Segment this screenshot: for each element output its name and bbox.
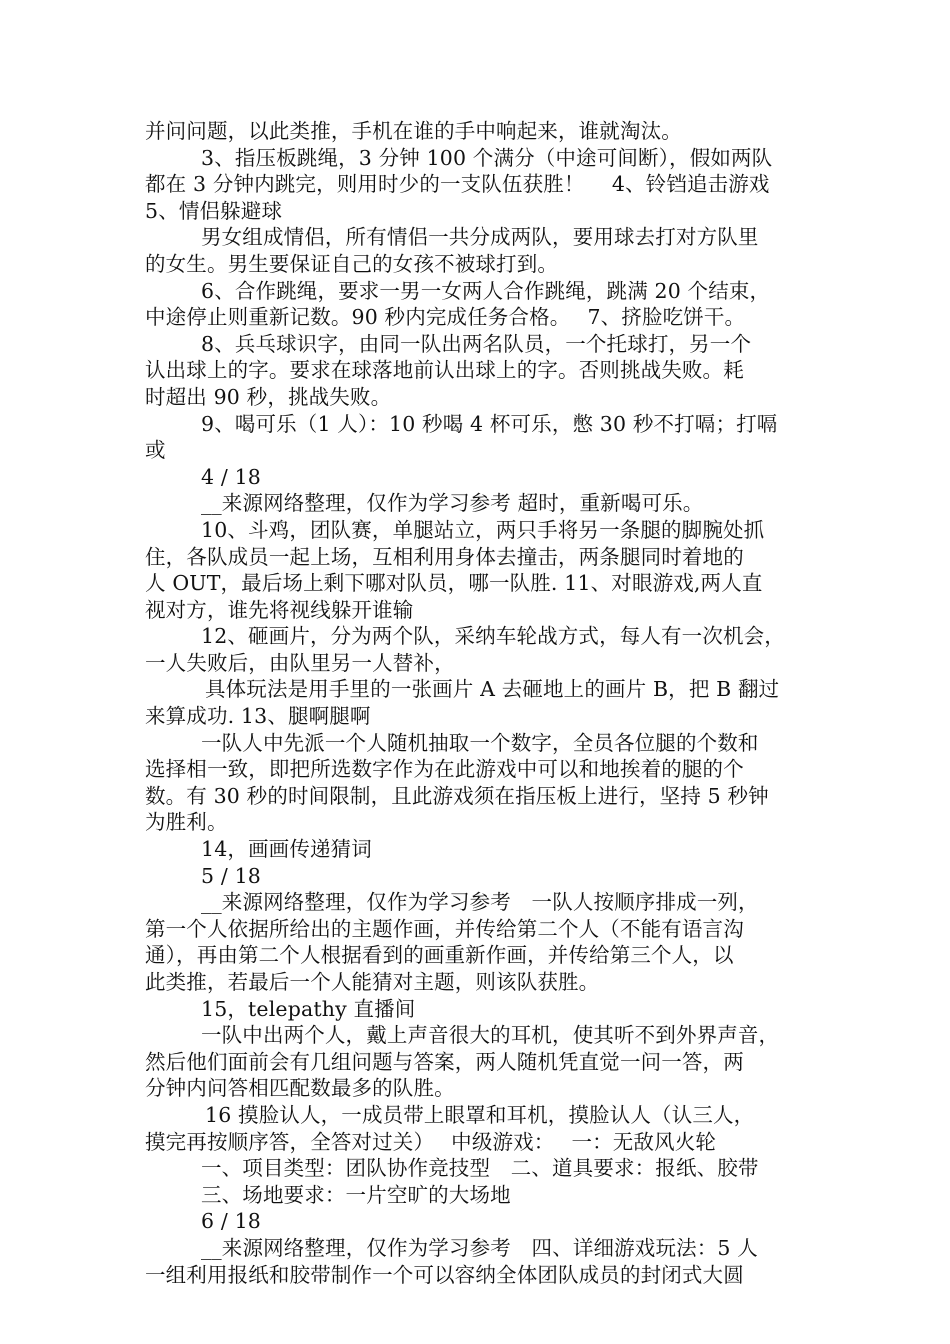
text-line: 然后他们面前会有几组问题与答案，两人随机凭直觉一问一答，两 xyxy=(145,1049,744,1074)
text-line: 选择相一致，即把所选数字作为在此游戏中可以和地挨着的腿的个 xyxy=(145,757,744,782)
text-line: 8、兵乓球识字，由同一队出两名队员，一个托球打，另一个 xyxy=(201,331,752,356)
text-line: 为胜利。 xyxy=(145,810,228,835)
page-number: 5 / 18 xyxy=(201,863,261,888)
text-line: 的女生。男生要保证自己的女孩不被球打到。 xyxy=(145,251,558,276)
text-line: 数。有 30 秒的时间限制，且此游戏须在指压板上进行，坚持 5 秒钟 xyxy=(145,783,769,808)
text-line: 都在 3 分钟内跳完，则用时少的一支队伍获胜！ 4、铃铛追击游戏 xyxy=(145,172,770,197)
text-line: 通），再由第二个人根据看到的画重新作画，并传给第三个人，以 xyxy=(145,943,734,968)
text-line: 一队中出两个人，戴上声音很大的耳机，使其听不到外界声音， xyxy=(201,1023,780,1048)
text-line: 视对方，谁先将视线躲开谁输 xyxy=(145,597,414,622)
text-line: 来算成功. 13、腿啊腿啊 xyxy=(145,704,371,729)
text-line: 15，telepathy 直播间 xyxy=(201,996,416,1021)
text-line: 三、场地要求：一片空旷的大场地 xyxy=(201,1182,511,1207)
text-line: __来源网络整理，仅作为学习参考 四、详细游戏玩法：5 人 xyxy=(201,1235,758,1260)
text-line: 14，画画传递猜词 xyxy=(201,837,372,862)
text-line: 此类推，若最后一个人能猜对主题，则该队获胜。 xyxy=(145,970,600,994)
text-line: 时超出 90 秒，挑战失败。 xyxy=(145,384,392,409)
text-line: 具体玩法是用手里的一张画片 A 去砸地上的画片 B，把 B 翻过 xyxy=(205,677,780,702)
text-line: __来源网络整理，仅作为学习参考 一队人按顺序排成一列， xyxy=(201,890,759,915)
text-line: 12、砸画片，分为两个队，采纳车轮战方式，每人有一次机会， xyxy=(201,624,785,649)
text-line: 一人失败后，由队里另一人替补， xyxy=(145,650,455,675)
page-number: 4 / 18 xyxy=(201,464,261,489)
text-line: 3、指压板跳绳，3 分钟 100 个满分（中途可间断），假如两队 xyxy=(201,145,773,170)
text-line: 16 摸脸认人，一成员带上眼罩和耳机，摸脸认人（认三人， xyxy=(205,1102,755,1127)
text-line: __来源网络整理，仅作为学习参考 超时，重新喝可乐。 xyxy=(201,491,704,516)
text-line: 住，各队成员一起上场，互相利用身体去撞击，两条腿同时着地的 xyxy=(145,544,744,569)
text-line: 一队人中先派一个人随机抽取一个数字，全员各位腿的个数和 xyxy=(201,730,759,755)
text-line: 第一个人依据所给出的主题作画，并传给第二个人（不能有语言沟 xyxy=(145,916,744,941)
text-line: 中途停止则重新记数。90 秒内完成任务合格。 7、挤脸吃饼干。 xyxy=(145,305,746,330)
text-line: 10、斗鸡，团队赛，单腿站立，两只手将另一条腿的脚腕处抓 xyxy=(201,517,765,542)
text-line: 一、项目类型：团队协作竞技型 二、道具要求：报纸、胶带 xyxy=(201,1156,759,1181)
text-line: 6、合作跳绳，要求一男一女两人合作跳绳，跳满 20 个结束， xyxy=(201,278,771,303)
text-line: 人 OUT，最后场上剩下哪对队员，哪一队胜. 11、对眼游戏,两人直 xyxy=(145,571,763,596)
text-line: 分钟内问答相匹配数最多的队胜。 xyxy=(145,1076,455,1101)
text-line: 5、情侣躲避球 xyxy=(145,198,283,223)
text-line: 认出球上的字。要求在球落地前认出球上的字。否则挑战失败。耗 xyxy=(145,358,744,383)
text-line: 摸完再按顺序答，全答对过关） 中级游戏： 一：无敌风火轮 xyxy=(145,1129,717,1154)
text-line: 并问问题，以此类推，手机在谁的手中响起来，谁就淘汰。 xyxy=(145,119,682,143)
page-number: 6 / 18 xyxy=(201,1209,261,1234)
text-line: 9、喝可乐（1 人）：10 秒喝 4 杯可乐，憋 30 秒不打嗝；打嗝 xyxy=(201,411,778,436)
text-line: 或 xyxy=(145,438,166,463)
text-line: 一组利用报纸和胶带制作一个可以容纳全体团队成员的封闭式大圆 xyxy=(145,1262,744,1287)
text-line: 男女组成情侣，所有情侣一共分成两队，要用球去打对方队里 xyxy=(201,225,759,250)
